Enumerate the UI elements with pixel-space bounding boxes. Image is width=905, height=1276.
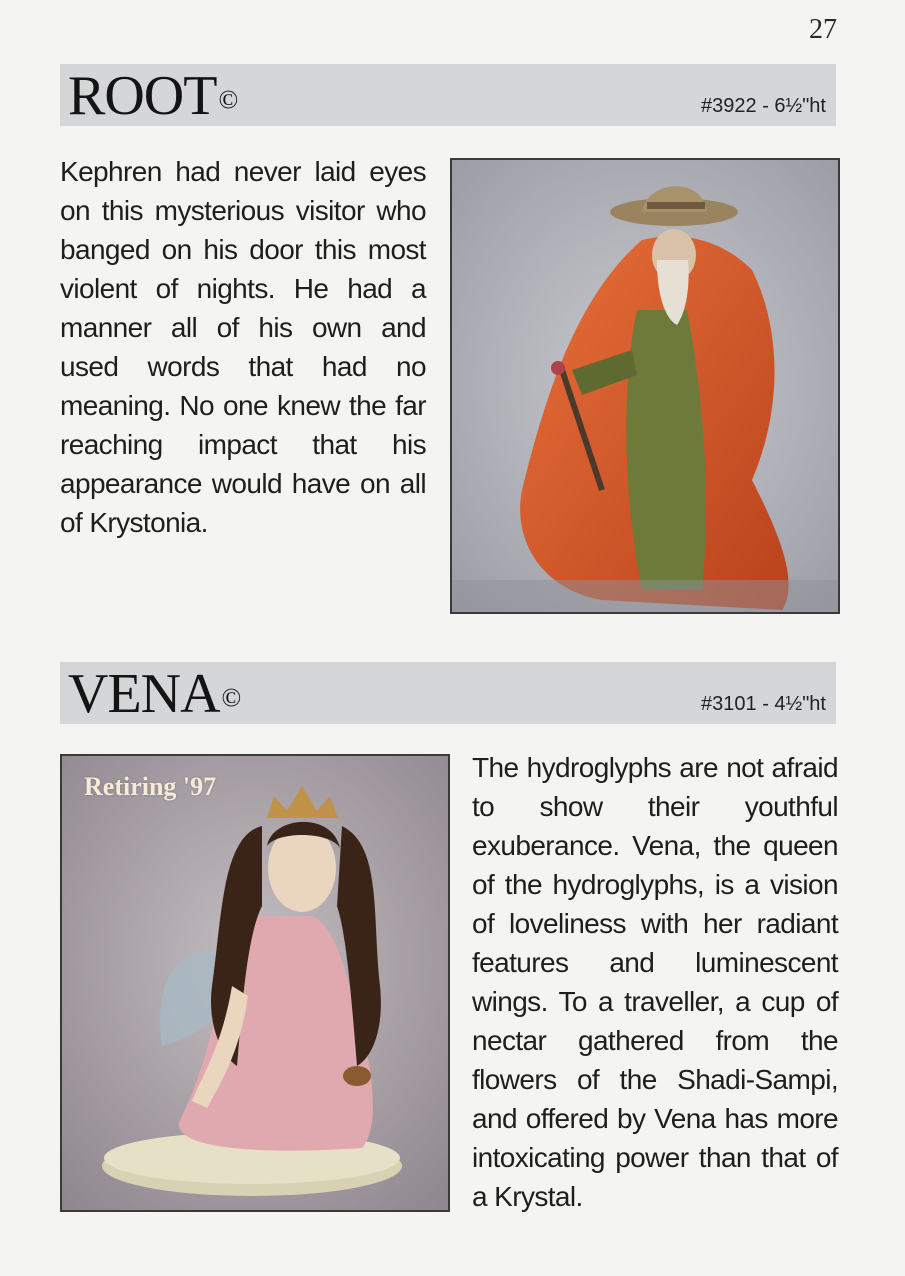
vena-title-text: VENA	[68, 663, 220, 725]
page-number: 27	[809, 14, 837, 45]
root-item-code: #3922 - 6½"ht	[701, 95, 826, 117]
root-description: Kephren had never laid eyes on this mysterious visitor who banged on his door this most violent of nights. He had a manner all of his own and used words that had no meaning. No one knew the far reaching impact that his appearance would have on all of Krystonia.	[60, 156, 426, 538]
vena-description: The hydroglyphs are not afraid to show their youthful exuberance. Vena, the queen of the hydroglyphs, is a vision of loveliness with her radiant features and luminescent wings. To a traveller, a cup of nectar gathered from the flowers of the Shadi-Sampi, and offered by Vena has more intoxicating power than that of a Krystal.	[472, 752, 838, 1212]
root-copyright-mark: ©	[218, 85, 238, 114]
root-title-bar	[60, 64, 836, 126]
wizard-figurine-image	[452, 160, 838, 612]
fairy-queen-figurine-image	[62, 756, 448, 1210]
vena-title	[68, 664, 240, 724]
root-figurine-photo	[450, 158, 840, 614]
vena-title-bar	[60, 662, 836, 724]
root-title	[68, 66, 237, 126]
retiring-label: Retiring '97	[84, 772, 217, 801]
vena-copyright-mark: ©	[221, 683, 241, 712]
vena-item-code: #3101 - 4½"ht	[701, 693, 826, 715]
root-title-text: ROOT	[68, 65, 217, 127]
vena-figurine-photo	[60, 754, 450, 1212]
